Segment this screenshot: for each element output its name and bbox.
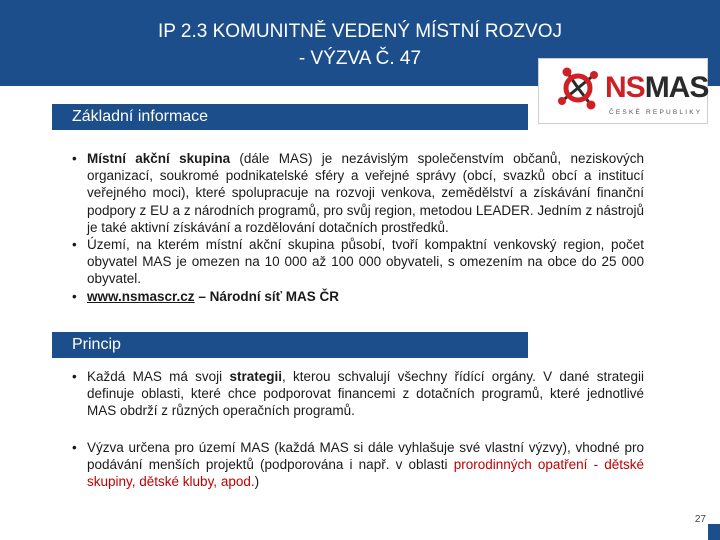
page-number: 27 bbox=[694, 514, 706, 525]
mas-term: Místní akční skupina bbox=[87, 151, 231, 166]
mas-definition: (dále MAS) je nezávislým společenstvím občanů, neziskových organizací, soukromé podnikatelské sféry a veřejné správy (obcí, svazků obcí a institucí veřejného moci), které spolupracuje na rozvoji venkova, zemědělství a získávání finanční podpory z EU a z národních programů, pro svůj region, metodou LEADER. Jedním z nástrojů je také aktivní získávání a rozdělování dotačních prostředků. bbox=[87, 151, 644, 235]
strategy-post: , kterou schvalují všechny řídící orgány. V dané strategii definuje oblasti, které chce podporovat financemi z dotačních programů, které jednotlivé MAS obdrží z různých operačních programů. bbox=[87, 369, 644, 419]
list-item bbox=[68, 288, 644, 305]
territory-text: Území, na kterém místní akční skupina působí, tvoří kompaktní venkovský region, počet obyvatel MAS je omezen na 10 000 až 100 000 obyvateli, s omezením na obce do 25 000 obyvatel. bbox=[87, 237, 644, 287]
basic-info-list bbox=[68, 150, 644, 305]
nsmas-logo bbox=[538, 58, 708, 124]
principle-list bbox=[68, 368, 644, 490]
logo-ns: NS bbox=[605, 71, 645, 104]
network-caption: – Národní síť MAS ČR bbox=[194, 288, 340, 304]
corner-accent bbox=[708, 524, 720, 540]
logo-wordmark bbox=[605, 71, 708, 105]
logo-subtitle: ČESKÉ REPUBLIKY bbox=[609, 109, 703, 116]
list-item bbox=[68, 368, 644, 420]
call-pre: Výzva určena pro území MAS (každá MAS si dále vyhlašuje své vlastní výzvy), vhodné pro podávání menších projektů (podporována i např. v oblasti bbox=[87, 439, 644, 472]
section-heading-principle: Princip bbox=[52, 330, 528, 358]
logo-mas: MAS bbox=[644, 71, 709, 104]
slide-title: IP 2.3 KOMUNITNĚ VEDENÝ MÍSTNÍ ROZVOJ - VÝZVA Č. 47 bbox=[158, 21, 562, 69]
family-measures: prorodinných opatření - dětské skupiny, dětské kluby, apod. bbox=[87, 456, 645, 490]
list-item bbox=[68, 236, 644, 288]
list-item bbox=[68, 439, 644, 491]
section-heading-basic: Základní informace bbox=[52, 102, 528, 130]
strategy-pre: Každá MAS má svoji bbox=[87, 369, 230, 384]
call-post: ) bbox=[254, 474, 260, 490]
list-item bbox=[68, 150, 644, 236]
nsmas-link[interactable]: www.nsmascr.cz bbox=[87, 288, 195, 304]
network-logo-icon bbox=[553, 63, 603, 113]
strategy-term: strategii bbox=[229, 369, 282, 384]
